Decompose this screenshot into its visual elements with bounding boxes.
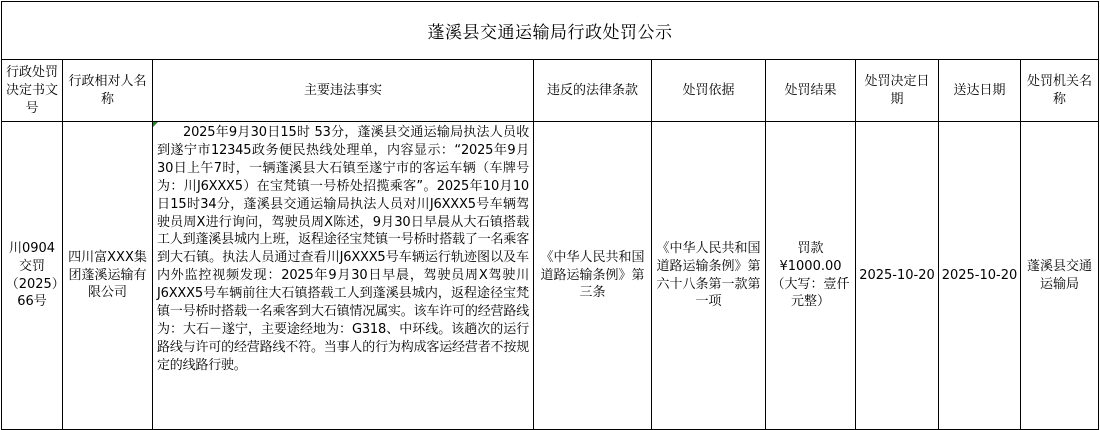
header-basis[interactable]: 处罚依据	[652, 60, 766, 122]
cell-result[interactable]: 罚款¥1000.00（大写：壹仟元整）	[766, 122, 856, 430]
cell-law[interactable]: 《中华人民共和国道路运输条例》第三条	[534, 122, 652, 430]
header-party[interactable]: 行政相对人名称	[63, 60, 153, 122]
header-law[interactable]: 违反的法律条款	[534, 60, 652, 122]
header-result[interactable]: 处罚结果	[766, 60, 856, 122]
facts-text: 2025年9月30日15时 53分，蓬溪县交通运输局执法人员收到遂宁市12345政务便民热线处理单，内容显示：“2025年9月30日上午7时，一辆蓬溪县大石镇至遂宁市的客运车辆（车牌号为：川J6XXX5）在宝梵镇一号桥处招揽乘客”。2025年10月10日15时34分，蓬溪县交通运输局执法人员对川J6XXX5号车辆驾驶员周X进行询问，驾驶员周X陈述，9月30日早晨从大石镇搭载工人到蓬溪县城内上班，返程途径宝梵镇一号桥时搭载了一名乘客到大石镇。执法人员通过查看川J6XXX5号车辆运行轨迹图以及车内外监控视频发现：2025年9月30日早晨，驾驶员周X驾驶川J6XXX5号车辆前往大石镇搭载工人到蓬溪县城内，返程途径宝梵镇一号桥时搭载一名乘客到大石镇情况属实。该车许可的经营路线为：大石－遂宁，主要途经地为：G318、中环线。该趟次的运行路线与许可的经营路线不符。当事人的行为构成客运经营者不按规定的线路行驶。	[157, 125, 529, 373]
header-row	[2, 60, 1099, 122]
comment-indicator-icon	[153, 122, 158, 127]
cell-decision-date[interactable]: 2025-10-20	[856, 122, 939, 430]
table-row	[2, 122, 1099, 430]
header-decision-date[interactable]: 处罚决定日期	[856, 60, 939, 122]
header-doc-no[interactable]: 行政处罚决定书文号	[2, 60, 63, 122]
header-authority[interactable]: 处罚机关名称	[1021, 60, 1099, 122]
cell-facts[interactable]	[153, 122, 534, 430]
header-delivery-date[interactable]: 送达日期	[939, 60, 1021, 122]
penalty-table	[1, 1, 1099, 430]
cell-party[interactable]: 四川富XXX集团蓬溪运输有限公司	[63, 122, 153, 430]
header-facts[interactable]: 主要违法事实	[153, 60, 534, 122]
cell-doc-no[interactable]: 川0904交罚（2025）66号	[2, 122, 63, 430]
cell-authority[interactable]: 蓬溪县交通运输局	[1021, 122, 1099, 430]
cell-basis[interactable]: 《中华人民共和国道路运输条例》第六十八条第一款第一项	[652, 122, 766, 430]
cell-delivery-date[interactable]: 2025-10-20	[939, 122, 1021, 430]
table-title[interactable]: 蓬溪县交通运输局行政处罚公示	[2, 2, 1099, 60]
